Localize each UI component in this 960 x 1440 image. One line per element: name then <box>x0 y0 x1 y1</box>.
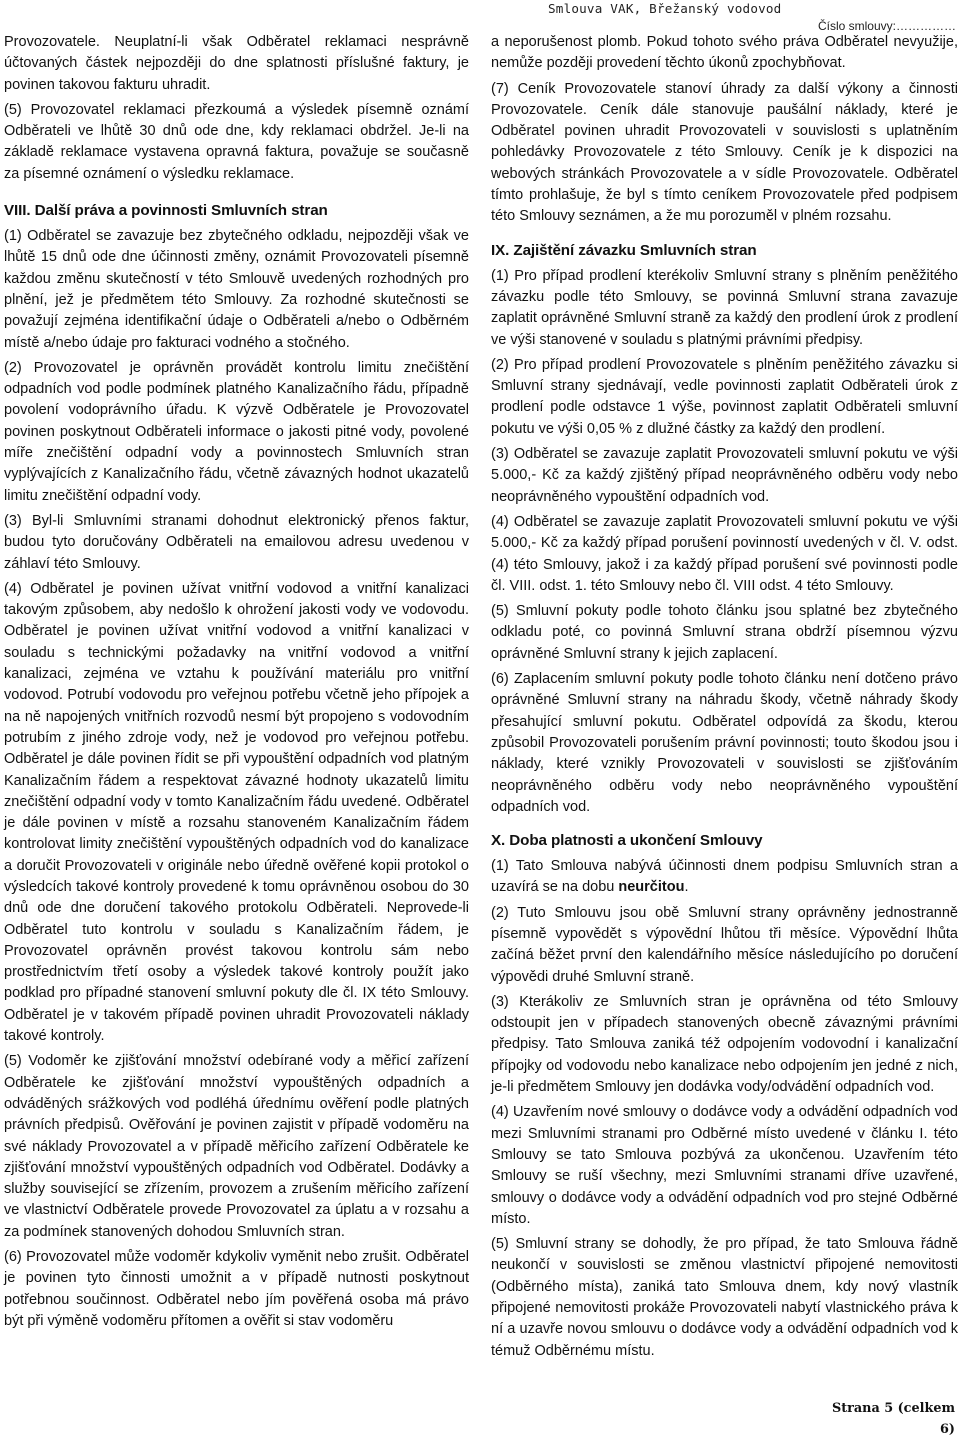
section-heading-viii: VIII. Další práva a povinnosti Smluvních stran <box>4 202 328 220</box>
paragraph: (7) Ceník Provozovatele stanoví úhrady za další výkony a činnosti Provozovatele. Ceník dále stanovuje paušální náklady, které je Odběratel povinen uhradit Provozovateli v souvislosti s uplatněním pohledávky Provozovatele z této Smlouvy. Ceník je k dispozici na webových stránkách Provozovatele a v sídle Provozovatele. Odběratel tímto prohlašuje, že byl s tímto ceníkem Provozovatele před podpisem této Smlouvy seznámen, a že mu porozuměl v plném rozsahu. <box>491 80 958 225</box>
paragraph: (4) Odběratel je povinen užívat vnitřní vodovod a vnitřní kanalizaci takovým způsobem, aby nedošlo k ohrožení jakosti vody ve vodovodu. Odběratel je povinen užívat vnitřní vodovod a vnitřní kanalizaci v souladu s technickými požadavky na vnitřní vodovod a vnitřní kanalizaci, zejména ve vztahu k používání materiálu pro vnitřní vodovod. Potrubí vodovodu pro veřejnou potřebu včetně jeho přípojek a na ně napojených vnitřních rozvodů nesmí být propojeno s vodovodním potrubím z jiného zdroje vody, než je vodovod pro veřejnou potřebu. Odběratel je dále povinen řídit se při vypouštění odpadních vod platným Kanalizačním řádem a respektovat závazné hodnoty ukazatelů limitu znečištění odpadní vody v tomto Kanalizačním řádu uvedené. Odběratel je dále povinen v místě a rozsahu stanoveném Kanalizačním řádem kontrolovat limity znečištění vypouštěných odpadních vod do kanalizace a doručit Provozovateli v originále nebo úředně ověřené kopii protokol o výsledcích takové kontroly provedené k tomu oprávněnou osobou do 30 dnů ode dne doručení takového protokolu Odběrateli. Neprovede-li Odběratel tuto kontrolu v souladu s Kanalizačním řádem, je Provozovatel oprávněn provést takovou kontrolu sám nebo prostřednictvím třetí osoby a výsledek takové kontroly použít jako podklad pro případné stanovení smluvní pokuty dle čl. IX této Smlouvy. Odběratel je v takovém případě povinen uhradit Provozovateli náklady takové kontroly. <box>4 580 469 1045</box>
paragraph: (3) Odběratel se zavazuje zaplatit Provozovateli smluvní pokutu ve výši 5.000,- Kč za každý zjištěný případ neoprávněného odběru vody nebo neoprávněného vypouštění odpadních vod. <box>491 446 958 505</box>
left-column <box>4 32 469 1336</box>
paragraph: (5) Smluvní strany se dohodly, že pro případ, že tato Smlouva řádně neukončí v souvislosti se změnou vlastnictví připojené nemovitosti (Odběrného místa), zaniká tato Smlouva dnem, kdy nový vlastník připojené nemovitosti prokáže Provozovateli nabytí vlastnického práva k ní a uzavře novou smlouvu o dodávce vody a odvádění odpadních vod k témuž Odběrnému místu. <box>491 1236 958 1359</box>
paragraph: (5) Smluvní pokuty podle tohoto článku jsou splatné bez zbytečného odkladu poté, co povinná Smluvní strana obdrží písemnou výzvu oprávněné Smluvní strany k jejich zaplacení. <box>491 603 958 662</box>
section-heading-x: X. Doba platnosti a ukončení Smlouvy <box>491 832 763 850</box>
section-heading-ix: IX. Zajištění závazku Smluvních stran <box>491 241 757 259</box>
paragraph: (3) Byl-li Smluvními stranami dohodnut elektronický přenos faktur, budou tyto doručovány Odběrateli na emailovou adresu uvedenou v záhlaví této Smlouvy. <box>4 512 469 572</box>
paragraph: (4) Odběratel se zavazuje zaplatit Provozovateli smluvní pokutu ve výši 5.000,- Kč za každý případ porušení povinností uvedených v čl. V. odst. (4) této Smlouvy, jakož i za každý případ porušení své povinnosti podle čl. VIII. odst. 1. této Smlouvy nebo čl. VIII odst. 4 této Smlouvy. <box>491 513 958 594</box>
paragraph-text: . <box>684 879 689 896</box>
paragraph: (3) Kterákoliv ze Smluvních stran je oprávněna od této Smlouvy odstoupit jen v případech stanovených obecně závaznými právními předpisy. Tato Smlouva zaniká též odpojením vodovodní i kanalizační přípojky od vodovodu nebo kanalizace nebo odpojením jen jedné z nich, je-li předmětem Smlouvy jen dodávka vody/odvádění odpadních vod. <box>491 993 958 1096</box>
paragraph: (1) Pro případ prodlení kterékoliv Smluvní strany s plněním peněžitého závazku podle této Smlouvy, se povinná Smluvní strana zavazuje zaplatit oprávněné Smluvní straně za každý den prodlení úrok z prodlení ve výši stanovené v souladu s platnými právními předpisy. <box>491 267 958 348</box>
paragraph: a neporušenost plomb. Pokud tohoto svého práva Odběratel nevyužije, nemůže později provedení těchto úkonů zpochybňovat. <box>491 34 958 72</box>
paragraph: (5) Vodoměr ke zjišťování množství odebírané vody a měřicí zařízení Odběratele ke zjišťování množství vypouštěných odpadních a odváděných srážkových vod podléhá úřednímu ověření podle platných právních předpisů. Ověřování je povinen zajistit v případě vodoměru na své náklady Provozovatel a v případě měřicího zařízení Odběratele ke zjišťování množství vypouštěných odpadních vod Odběratel. Dodávky a služby související se zřízením, provozem a zrušením měřicího zařízení ve vlastnictví Odběratele provede Provozovatel za úplatu a v rozsahu a za podmínek stanovených dohodou Smluvních stran. <box>4 1053 469 1240</box>
paragraph-text: (1) Tato Smlouva nabývá účinnosti dnem podpisu Smluvních stran a uzavírá se na dobu <box>491 858 958 896</box>
header-title: Smlouva VAK, Břežanský vodovod <box>548 1 782 16</box>
paragraph: (2) Tuto Smlouvu jsou obě Smluvní strany oprávněny jednostranně písemně vypovědět s výpovědní lhůtou tři měsíce. Výpovědní lhůta začíná běžet první den kalendářního měsíce následujícího po doručení výpovědi druhé Smluvní straně. <box>491 904 958 985</box>
paragraph: (4) Uzavřením nové smlouvy o dodávce vody a odvádění odpadních vod mezi Smluvními stranami pro Odběrné místo uvedené v článku I. této Smlouvy se tato Smlouva pozbývá za ukončenou. Uzavřením této Smlouvy se ruší všechny, mezi Smluvními stranami dříve uzavřené, smlouvy o dodávce vody a odvádění odpadních vod pro stejné Odběrné místo. <box>491 1104 958 1227</box>
paragraph: (6) Provozovatel může vodoměr kdykoliv vyměnit nebo zrušit. Odběratel je povinen tyto činnosti umožnit a v případě nutnosti poskytnout potřebnou součinnost. Odběratel nebo jím pověřená osoba má právo být při výměně vodoměru přítomen a ověřit si stav vodoměru <box>4 1249 469 1329</box>
page-number: Strana 5 (celkem 6) <box>832 1401 955 1437</box>
paragraph: (1) Odběratel se zavazuje bez zbytečného odkladu, nejpozději však ve lhůtě 15 dnů ode dne účinnosti změny, oznámit Provozovateli písemně každou změnu skutečností v této Smlouvě uvedených rozhodných pro plnění, jež je předmětem této Smlouvy. Za rozhodné skutečnosti se považují zejména identifikační údaje o Odběrateli a/nebo o Odběrném místě a/nebo údaje pro fakturaci vodného a stočného. <box>4 228 469 351</box>
paragraph: (2) Pro případ prodlení Provozovatele s plněním peněžitého závazku si Smluvní strany sjednávají, vedle povinnosti zaplatit Odběrateli úrok z prodlení podle odstavce 1 výše, povinnost zaplatit Odběrateli smluvní pokutu ve výši 0,05 % z dlužné částky za každý den prodlení. <box>491 356 958 437</box>
paragraph: (6) Zaplacením smluvní pokuty podle tohoto článku není dotčeno právo oprávněné Smluvní strany na náhradu škody, včetně náhrady škody přesahující smluvní pokutu. Odběratel odpovídá za škodu, kterou způsobil Provozovateli porušením právní povinnosti; touto škodou jsou i náklady, které vznikly Provozovateli v souvislosti se zjišťováním neoprávněného odběru vody nebo neoprávněného vypouštění odpadních vod. <box>491 671 958 815</box>
paragraph: (2) Provozovatel je oprávněn provádět kontrolu limitu znečištění odpadních vod podle podmínek platného Kanalizačního řádu, případně povolení vodoprávního úřadu. K výzvě Odběratele je Provozovatel povinen poskytnout Odběrateli informace o jakosti pitné vody, povolené míře znečištění odpadní vody a povinnostech Smluvních stran vyplývajících z Kanalizačního řádu, včetně závazných hodnot ukazatelů limitu znečištění odpadní vody. <box>4 359 469 504</box>
paragraph: (5) Provozovatel reklamaci přezkoumá a výsledek písemně oznámí Odběrateli ve lhůtě 30 dnů ode dne, kdy reklamaci obdržel. Je-li na základě reklamace vystavena opravná faktura, považuje se současně za písemné oznámení o výsledku reklamace. <box>4 101 469 182</box>
contract-number: Číslo smlouvy:…………… <box>817 19 956 33</box>
paragraph <box>491 856 958 899</box>
paragraph: Provozovatele. Neuplatní-li však Odběratel reklamaci nesprávně účtovaných částek nejpozději do dne splatnosti příslušné faktury, je povinen takovou fakturu uhradit. <box>4 34 469 93</box>
right-column <box>491 32 958 1366</box>
bold-term: neurčitou <box>618 879 685 896</box>
